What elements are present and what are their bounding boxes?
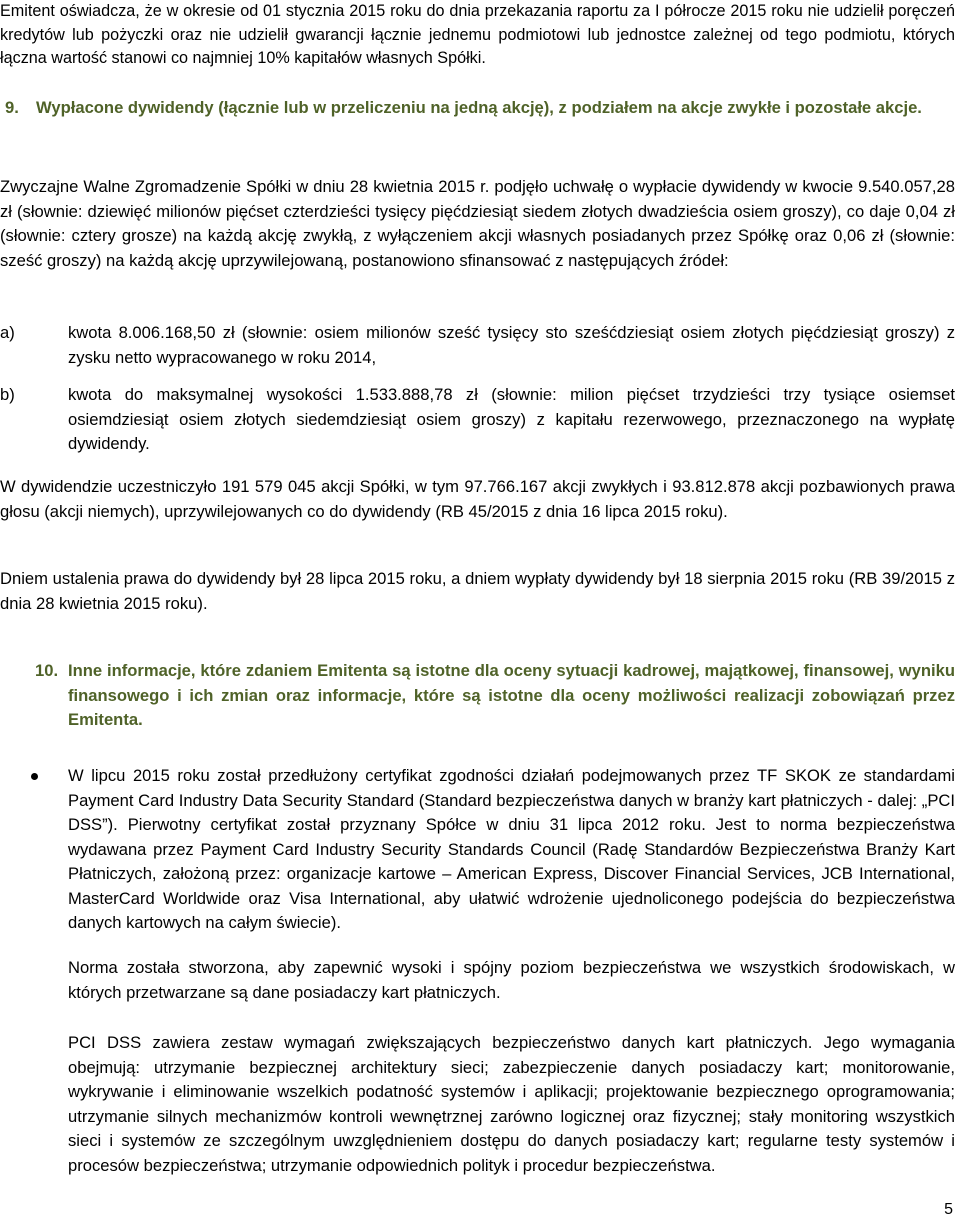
- section-9-number: 9.: [5, 98, 19, 117]
- list-text-a: kwota 8.006.168,50 zł (słownie: osiem milionów sześć tysięcy sto sześćdziesiąt osiem złotych pięćdziesiąt groszy) z zysku netto wypracowanego w roku 2014,: [68, 323, 955, 367]
- dividend-dates-paragraph: Dniem ustalenia prawa do dywidendy był 28 lipca 2015 roku, a dniem wypłaty dywidendy był 18 sierpnia 2015 roku (RB 39/2015 z dnia 28 kwietnia 2015 roku).: [0, 569, 955, 613]
- list-item-a: [0, 321, 955, 370]
- intro-paragraph: Emitent oświadcza, że w okresie od 01 stycznia 2015 roku do dnia przekazania raportu za I półrocze 2015 roku nie udzielił poręczeń kredytów lub pożyczki oraz nie udzielił gwarancji łącznie jednemu podmiotowi lub jednostce zależnej od tego podmiotu, których łączna wartość stanowi co najmniej 10% kapitałów własnych Spółki.: [0, 2, 955, 67]
- bullet-dot-icon: [31, 773, 38, 780]
- section-9-title: Wypłacone dywidendy (łącznie lub w przeliczeniu na jedną akcję), z podziałem na akcje zwykłe i pozostałe akcje.: [36, 98, 922, 117]
- pci-requirements-block: [68, 1031, 955, 1178]
- list-marker-b: b): [0, 385, 15, 404]
- section-10-heading: [35, 659, 955, 733]
- section-10-title: Inne informacje, które zdaniem Emitenta są istotne dla oceny sytuacji kadrowej, majątkowej, finansowej, wyniku finansowego i ich zmian oraz informacje, które są istotne dla oceny możliwości realizacji zobowiązań przez Emitenta.: [68, 661, 955, 729]
- page-number: 5: [944, 1201, 953, 1218]
- dividend-resolution-paragraph: Zwyczajne Walne Zgromadzenie Spółki w dniu 28 kwietnia 2015 r. podjęło uchwałę o wypłacie dywidendy w kwocie 9.540.057,28 zł (słownie: dziewięć milionów pięćset czterdzieści tysięcy pięćdziesiąt siedem złotych dwadzieścia osiem groszy), co daje 0,04 zł (słownie: cztery grosze) na każdą akcję zwykłą, z wyłączeniem akcji własnych posiadanych przez Spółkę oraz 0,06 zł (słownie: sześć groszy) na każdą akcję uprzywilejowaną, postanowiono sfinansować z następujących źródeł:: [0, 177, 955, 270]
- list-text-b: kwota do maksymalnej wysokości 1.533.888,78 zł (słownie: milion pięćset trzydzieści trzy tysiące osiemset osiemdziesiąt osiem złotych siedemdziesiąt osiem groszy) z kapitału rezerwowego, przeznaczonego na wypłatę dywidendy.: [68, 385, 955, 453]
- pci-dss-certificate-paragraph: W lipcu 2015 roku został przedłużony certyfikat zgodności działań podejmowanych przez TF SKOK ze standardami Payment Card Industry Data Security Standard (Standard bezpieczeństwa danych w branży kart płatniczych - dalej: „PCI DSS”). Pierwotny certyfikat został przyznany Spółce w dniu 31 lipca 2012 roku. Jest to norma bezpieczeństwa wydawana przez Payment Card Industry Security Standards Council (Radę Standardów Bezpieczeństwa Branży Kart Płatniczych, założoną przez: organizacje kartowe – American Express, Discover Financial Services, JCB International, MasterCard Worldwide oraz Visa International, aby ułatwić wdrożenie ujednoliconego podejścia do bezpieczeństwa danych kartowych na całym świecie).: [68, 766, 955, 932]
- list-marker-a: a): [0, 323, 15, 342]
- norma-paragraph: Norma została stworzona, aby zapewnić wysoki i spójny poziom bezpieczeństwa we wszystkich środowiskach, w których przetwarzane są dane posiadaczy kart płatniczych.: [68, 958, 955, 1002]
- section-9-heading: [5, 96, 954, 121]
- bullet-item-pci-dss: [68, 764, 955, 936]
- section-10-number: 10.: [35, 661, 59, 680]
- list-item-b: [0, 383, 955, 457]
- pci-requirements-paragraph: PCI DSS zawiera zestaw wymagań zwiększających bezpieczeństwo danych kart płatniczych. Jego wymagania obejmują: utrzymanie bezpiecznej architektury sieci; zabezpieczenie danych posiadaczy kart; monitorowanie, wykrywanie i eliminowanie wszelkich podatność systemów i aplikacji; projektowanie bezpiecznego oprogramowania; utrzymanie silnych mechanizmów kontroli wewnętrznej zarówno logicznej oraz fizycznej; stały monitoring wszystkich sieci i systemów ze szczególnym uwzględnieniem dostępu do danych posiadaczy kart; regularne testy systemów i procesów bezpieczeństwa; utrzymanie odpowiednich polityk i procedur bezpieczeństwa.: [68, 1033, 955, 1175]
- norma-block: [68, 956, 955, 1005]
- dividend-shares-paragraph: W dywidendzie uczestniczyło 191 579 045 akcji Spółki, w tym 97.766.167 akcji zwykłych i 93.812.878 akcji pozbawionych prawa głosu (akcji niemych), uprzywilejowanych co do dywidendy (RB 45/2015 z dnia 16 lipca 2015 roku).: [0, 477, 955, 521]
